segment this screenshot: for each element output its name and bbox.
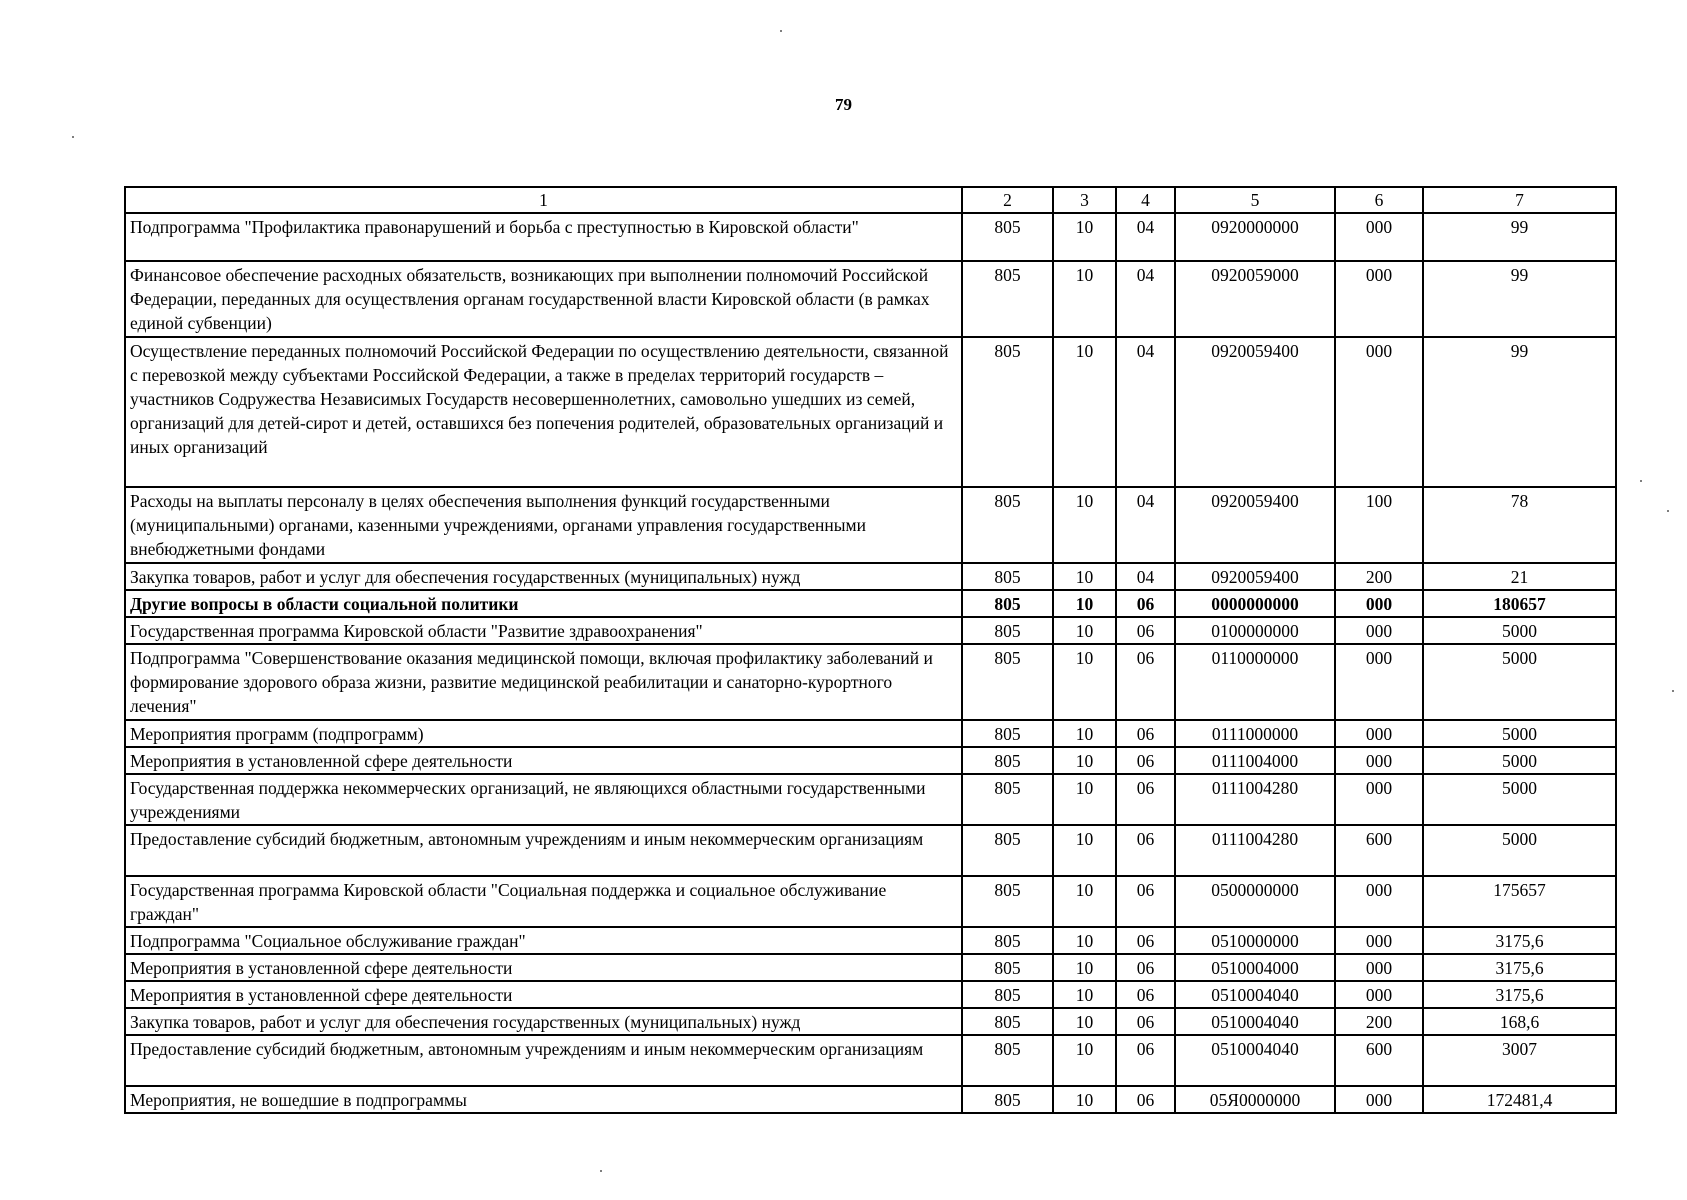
row-code-2: 805 xyxy=(962,981,1053,1008)
row-amount: 3175,6 xyxy=(1423,981,1616,1008)
row-amount: 3175,6 xyxy=(1423,927,1616,954)
table-row xyxy=(125,876,1616,927)
row-code-3: 10 xyxy=(1053,1086,1116,1113)
table-row xyxy=(125,261,1616,337)
row-amount: 99 xyxy=(1423,337,1616,487)
table-row xyxy=(125,747,1616,774)
row-code-4: 04 xyxy=(1116,487,1175,563)
row-code-6: 000 xyxy=(1335,617,1423,644)
row-code-5: 0920059400 xyxy=(1175,563,1335,590)
scan-speck xyxy=(1640,480,1642,482)
row-code-4: 06 xyxy=(1116,1086,1175,1113)
row-amount: 175657 xyxy=(1423,876,1616,927)
row-code-3: 10 xyxy=(1053,337,1116,487)
row-code-6: 600 xyxy=(1335,1035,1423,1086)
row-code-3: 10 xyxy=(1053,927,1116,954)
row-name: Предоставление субсидий бюджетным, автономным учреждениям и иным некоммерческим организациям xyxy=(125,1035,962,1086)
table-row xyxy=(125,720,1616,747)
row-code-6: 600 xyxy=(1335,825,1423,876)
row-code-2: 805 xyxy=(962,876,1053,927)
row-code-4: 04 xyxy=(1116,337,1175,487)
row-code-4: 04 xyxy=(1116,563,1175,590)
row-name: Подпрограмма "Профилактика правонарушений и борьба с преступностью в Кировской области" xyxy=(125,213,962,261)
row-code-5: 05Я0000000 xyxy=(1175,1086,1335,1113)
table-row xyxy=(125,774,1616,825)
table-row xyxy=(125,954,1616,981)
row-code-2: 805 xyxy=(962,261,1053,337)
row-code-4: 06 xyxy=(1116,644,1175,720)
row-code-5: 0110000000 xyxy=(1175,644,1335,720)
row-code-4: 04 xyxy=(1116,261,1175,337)
row-code-4: 04 xyxy=(1116,213,1175,261)
table-row xyxy=(125,563,1616,590)
row-code-5: 0111004280 xyxy=(1175,774,1335,825)
row-code-5: 0111004000 xyxy=(1175,747,1335,774)
row-code-5: 0100000000 xyxy=(1175,617,1335,644)
row-code-2: 805 xyxy=(962,774,1053,825)
row-amount: 3007 xyxy=(1423,1035,1616,1086)
row-code-3: 10 xyxy=(1053,876,1116,927)
row-code-2: 805 xyxy=(962,213,1053,261)
row-amount: 21 xyxy=(1423,563,1616,590)
row-code-5: 0111000000 xyxy=(1175,720,1335,747)
row-code-5: 0000000000 xyxy=(1175,590,1335,617)
row-amount: 78 xyxy=(1423,487,1616,563)
row-code-3: 10 xyxy=(1053,774,1116,825)
row-code-2: 805 xyxy=(962,927,1053,954)
table-row xyxy=(125,487,1616,563)
row-name: Государственная программа Кировской области "Развитие здравоохранения" xyxy=(125,617,962,644)
table-header-row xyxy=(125,187,1616,213)
row-name: Мероприятия программ (подпрограмм) xyxy=(125,720,962,747)
row-code-3: 10 xyxy=(1053,563,1116,590)
row-name: Подпрограмма "Социальное обслуживание граждан" xyxy=(125,927,962,954)
row-code-5: 0500000000 xyxy=(1175,876,1335,927)
row-name: Расходы на выплаты персоналу в целях обеспечения выполнения функций государственными (муниципальными) органами, казенными учреждениями, органами управления государственными внебюджетными фондами xyxy=(125,487,962,563)
row-code-6: 000 xyxy=(1335,927,1423,954)
row-code-4: 06 xyxy=(1116,927,1175,954)
row-code-5: 0920059400 xyxy=(1175,337,1335,487)
row-code-5: 0510004040 xyxy=(1175,1035,1335,1086)
row-code-2: 805 xyxy=(962,747,1053,774)
header-col-2: 2 xyxy=(962,187,1053,213)
row-code-4: 06 xyxy=(1116,590,1175,617)
table-row xyxy=(125,213,1616,261)
table-row xyxy=(125,981,1616,1008)
row-code-6: 000 xyxy=(1335,720,1423,747)
row-amount: 99 xyxy=(1423,261,1616,337)
header-col-5: 5 xyxy=(1175,187,1335,213)
row-code-2: 805 xyxy=(962,337,1053,487)
row-code-6: 000 xyxy=(1335,876,1423,927)
row-code-6: 200 xyxy=(1335,563,1423,590)
row-code-5: 0920000000 xyxy=(1175,213,1335,261)
row-code-4: 06 xyxy=(1116,747,1175,774)
row-name: Мероприятия в установленной сфере деятельности xyxy=(125,954,962,981)
row-amount: 168,6 xyxy=(1423,1008,1616,1035)
table-row xyxy=(125,1086,1616,1113)
row-code-2: 805 xyxy=(962,1035,1053,1086)
row-code-2: 805 xyxy=(962,590,1053,617)
row-code-6: 000 xyxy=(1335,261,1423,337)
table-row xyxy=(125,337,1616,487)
row-code-3: 10 xyxy=(1053,644,1116,720)
row-code-6: 000 xyxy=(1335,337,1423,487)
row-code-6: 100 xyxy=(1335,487,1423,563)
row-code-5: 0510004040 xyxy=(1175,1008,1335,1035)
row-code-2: 805 xyxy=(962,720,1053,747)
row-name: Подпрограмма "Совершенствование оказания медицинской помощи, включая профилактику заболеваний и формирование здорового образа жизни, развитие медицинской реабилитации и санаторно-курортного лечения" xyxy=(125,644,962,720)
row-amount: 172481,4 xyxy=(1423,1086,1616,1113)
row-name: Финансовое обеспечение расходных обязательств, возникающих при выполнении полномочий Российской Федерации, переданных для осуществления органам государственной власти Кировской области (в рамках единой субвенции) xyxy=(125,261,962,337)
row-amount: 180657 xyxy=(1423,590,1616,617)
row-code-6: 000 xyxy=(1335,774,1423,825)
row-code-2: 805 xyxy=(962,644,1053,720)
row-code-6: 000 xyxy=(1335,1086,1423,1113)
table-row xyxy=(125,590,1616,617)
row-amount: 5000 xyxy=(1423,617,1616,644)
row-code-4: 06 xyxy=(1116,981,1175,1008)
row-code-3: 10 xyxy=(1053,617,1116,644)
row-code-4: 06 xyxy=(1116,720,1175,747)
row-amount: 3175,6 xyxy=(1423,954,1616,981)
row-code-3: 10 xyxy=(1053,747,1116,774)
row-name: Предоставление субсидий бюджетным, автономным учреждениям и иным некоммерческим организациям xyxy=(125,825,962,876)
row-code-5: 0920059000 xyxy=(1175,261,1335,337)
row-code-4: 06 xyxy=(1116,1008,1175,1035)
row-name: Мероприятия, не вошедшие в подпрограммы xyxy=(125,1086,962,1113)
row-code-3: 10 xyxy=(1053,213,1116,261)
row-code-4: 06 xyxy=(1116,954,1175,981)
row-code-2: 805 xyxy=(962,487,1053,563)
row-code-2: 805 xyxy=(962,617,1053,644)
row-code-4: 06 xyxy=(1116,825,1175,876)
row-code-2: 805 xyxy=(962,825,1053,876)
row-name: Государственная программа Кировской области "Социальная поддержка и социальное обслуживание граждан" xyxy=(125,876,962,927)
row-code-6: 000 xyxy=(1335,747,1423,774)
row-amount: 5000 xyxy=(1423,774,1616,825)
table-row xyxy=(125,644,1616,720)
scan-speck xyxy=(72,136,74,138)
scan-speck xyxy=(1667,510,1669,512)
scan-speck xyxy=(600,1170,602,1172)
row-code-6: 000 xyxy=(1335,213,1423,261)
row-code-6: 000 xyxy=(1335,981,1423,1008)
row-code-3: 10 xyxy=(1053,825,1116,876)
row-code-2: 805 xyxy=(962,954,1053,981)
header-col-4: 4 xyxy=(1116,187,1175,213)
row-amount: 5000 xyxy=(1423,720,1616,747)
header-col-6: 6 xyxy=(1335,187,1423,213)
row-code-3: 10 xyxy=(1053,981,1116,1008)
table-row xyxy=(125,1035,1616,1086)
header-col-3: 3 xyxy=(1053,187,1116,213)
row-code-5: 0510000000 xyxy=(1175,927,1335,954)
table-row xyxy=(125,1008,1616,1035)
row-code-3: 10 xyxy=(1053,487,1116,563)
row-amount: 5000 xyxy=(1423,825,1616,876)
header-col-7: 7 xyxy=(1423,187,1616,213)
row-name: Закупка товаров, работ и услуг для обеспечения государственных (муниципальных) нужд xyxy=(125,1008,962,1035)
row-code-4: 06 xyxy=(1116,1035,1175,1086)
row-code-5: 0510004000 xyxy=(1175,954,1335,981)
table-row xyxy=(125,617,1616,644)
row-name: Мероприятия в установленной сфере деятельности xyxy=(125,981,962,1008)
scan-speck xyxy=(780,30,782,32)
row-code-2: 805 xyxy=(962,1086,1053,1113)
row-name: Мероприятия в установленной сфере деятельности xyxy=(125,747,962,774)
row-code-6: 000 xyxy=(1335,954,1423,981)
row-code-4: 06 xyxy=(1116,617,1175,644)
row-code-3: 10 xyxy=(1053,261,1116,337)
row-code-6: 000 xyxy=(1335,590,1423,617)
budget-table xyxy=(124,186,1617,1114)
row-name: Другие вопросы в области социальной политики xyxy=(125,590,962,617)
row-code-4: 06 xyxy=(1116,876,1175,927)
row-code-2: 805 xyxy=(962,1008,1053,1035)
row-code-3: 10 xyxy=(1053,720,1116,747)
row-name: Государственная поддержка некоммерческих организаций, не являющихся областными государственными учреждениями xyxy=(125,774,962,825)
row-name: Закупка товаров, работ и услуг для обеспечения государственных (муниципальных) нужд xyxy=(125,563,962,590)
row-code-3: 10 xyxy=(1053,590,1116,617)
row-amount: 99 xyxy=(1423,213,1616,261)
row-code-5: 0111004280 xyxy=(1175,825,1335,876)
row-code-3: 10 xyxy=(1053,954,1116,981)
row-amount: 5000 xyxy=(1423,747,1616,774)
scan-speck xyxy=(1672,690,1674,692)
row-code-5: 0510004040 xyxy=(1175,981,1335,1008)
row-code-2: 805 xyxy=(962,563,1053,590)
table-row xyxy=(125,825,1616,876)
row-code-6: 000 xyxy=(1335,644,1423,720)
row-code-5: 0920059400 xyxy=(1175,487,1335,563)
page-number: 79 xyxy=(835,95,852,114)
header-col-1: 1 xyxy=(125,187,962,213)
row-amount: 5000 xyxy=(1423,644,1616,720)
row-name: Осуществление переданных полномочий Российской Федерации по осуществлению деятельности, связанной с перевозкой между субъектами Российской Федерации, а также в пределах территорий государств – участников Содружества Независимых Государств несовершеннолетних, самовольно ушедших из семей, организаций для детей-сирот и детей, оставшихся без попечения родителей, образовательных организаций и иных организаций xyxy=(125,337,962,487)
row-code-3: 10 xyxy=(1053,1008,1116,1035)
row-code-6: 200 xyxy=(1335,1008,1423,1035)
row-code-3: 10 xyxy=(1053,1035,1116,1086)
row-code-4: 06 xyxy=(1116,774,1175,825)
table-row xyxy=(125,927,1616,954)
